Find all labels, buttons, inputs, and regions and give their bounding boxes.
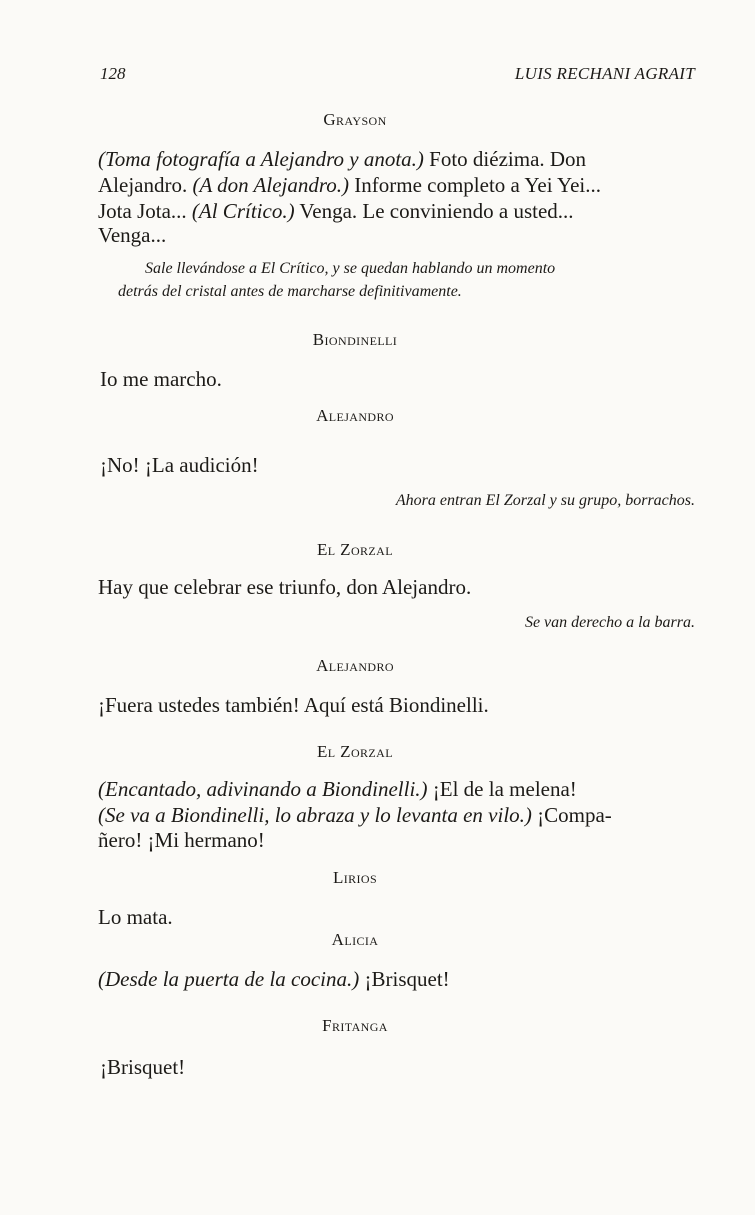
dialogue-line <box>98 222 698 248</box>
stage-aside: (Desde la puerta de la cocina.) <box>98 967 360 991</box>
stage-aside: (Toma fotografía a Alejandro y anota.) <box>98 147 424 171</box>
speaker-lirios: Lirios <box>332 868 378 887</box>
dialogue-text: Alejandro. <box>98 173 193 197</box>
page-number: 128 <box>100 64 126 83</box>
running-head: LUIS RECHANI AGRAIT <box>514 64 695 83</box>
dialogue-text: ¡Brisquet! <box>359 967 450 991</box>
dialogue-line: Lo mata. <box>98 905 173 929</box>
stage-direction: detrás del cristal antes de marcharse definitivamente. <box>118 283 462 300</box>
dialogue-line: ñero! ¡Mi hermano! <box>98 828 265 852</box>
dialogue-line: ¡Fuera ustedes también! Aquí está Biondinelli. <box>98 693 489 717</box>
stage-aside: (A don Alejandro.) <box>192 173 349 197</box>
dialogue-line <box>98 776 698 802</box>
speaker-el-zorzal: El Zorzal <box>317 540 393 559</box>
stage-aside: (Se va a Biondinelli, lo abraza y lo levanta en vilo.) <box>98 803 532 827</box>
stage-direction: Sale llevándose a El Crítico, y se quedan hablando un momento <box>145 260 556 277</box>
speaker-grayson: Grayson <box>323 110 387 129</box>
stage-aside: (Al Crítico.) <box>191 199 295 223</box>
stage-direction: Se van derecho a la barra. <box>524 614 695 631</box>
dialogue-line: ¡No! ¡La audición! <box>100 453 259 477</box>
dialogue-text: Venga. Le conviniendo a usted... <box>294 199 574 223</box>
dialogue-line <box>98 802 698 828</box>
stage-aside: (Encantado, adivinando a Biondinelli.) <box>98 777 428 801</box>
speaker-alicia: Alicia <box>331 930 379 949</box>
stage-direction: Ahora entran El Zorzal y su grupo, borrachos. <box>395 492 695 509</box>
dialogue-text: ¡Compa- <box>531 803 612 827</box>
dialogue-line: Hay que celebrar ese triunfo, don Alejandro. <box>98 575 472 599</box>
dialogue-line <box>98 198 698 224</box>
dialogue-text: Jota Jota... <box>98 199 192 223</box>
speaker-el-zorzal: El Zorzal <box>317 742 393 761</box>
dialogue-line: Io me marcho. <box>100 367 222 391</box>
speaker-alejandro: Alejandro <box>316 406 394 425</box>
page-header <box>100 64 695 86</box>
dialogue-line <box>98 966 698 992</box>
dialogue-line <box>98 146 698 172</box>
dialogue-line: ¡Brisquet! <box>100 1055 186 1079</box>
dialogue-text: Informe completo a Yei Yei... <box>349 173 601 197</box>
speaker-fritanga: Fritanga <box>322 1016 388 1035</box>
dialogue-text: Foto diézima. Don <box>423 147 587 171</box>
speaker-biondinelli: Biondinelli <box>312 330 398 349</box>
dialogue-line <box>98 172 698 198</box>
dialogue-text: Venga... <box>98 223 167 247</box>
speaker-alejandro: Alejandro <box>316 656 394 675</box>
dialogue-text: ¡El de la melena! <box>427 777 577 801</box>
